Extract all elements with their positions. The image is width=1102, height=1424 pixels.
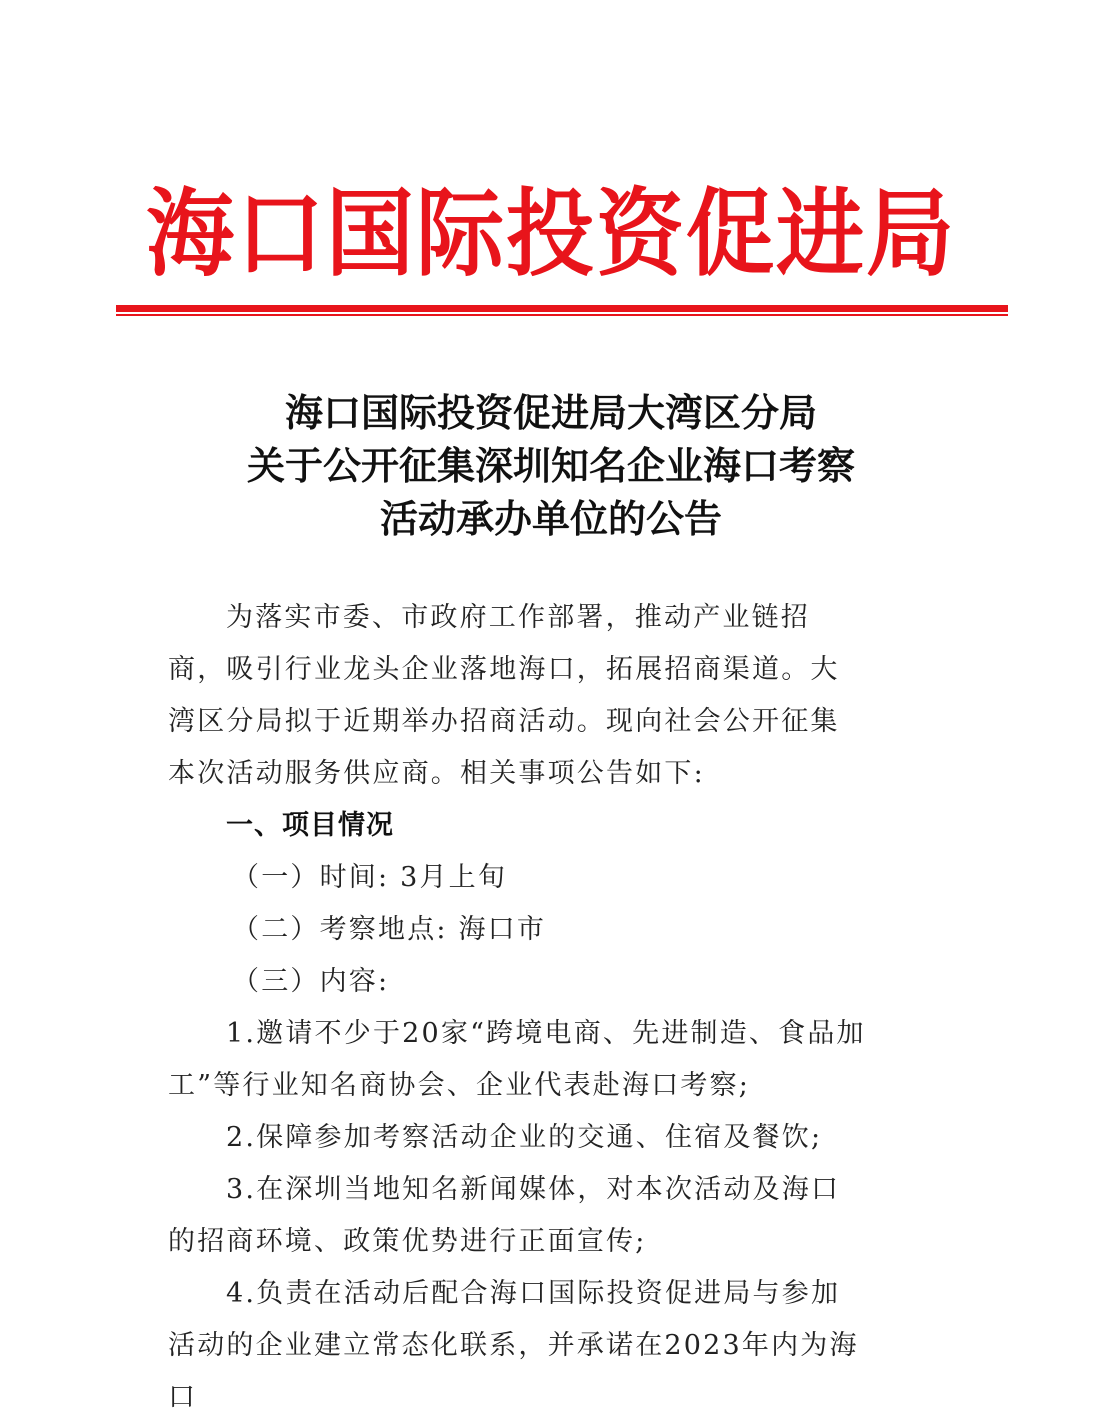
content-item-3: 3.在深圳当地知名新闻媒体，对本次活动及海口的招商环境、政策优势进行正面宣传; xyxy=(168,1174,841,1257)
title-line-3: 活动承办单位的公告 xyxy=(379,496,722,541)
title-line-1: 海口国际投资促进局大湾区分局 xyxy=(284,390,817,435)
item-content: （三）内容: xyxy=(232,966,390,997)
red-divider-thin xyxy=(116,314,1008,316)
section-heading: 一、项目情况 xyxy=(226,810,394,841)
masthead-title: 海口国际投资促进局 xyxy=(145,176,956,290)
document-title xyxy=(0,386,1102,545)
item-location: （二）考察地点: 海口市 xyxy=(232,914,547,945)
title-line-2: 关于公开征集深圳知名企业海口考察 xyxy=(246,443,855,488)
document-body xyxy=(168,592,868,1424)
content-item-1: 1.邀请不少于20家“跨境电商、先进制造、食品加工”等行业知名商协会、企业代表赴海口考察; xyxy=(168,1018,866,1101)
content-item-2: 2.保障参加考察活动企业的交通、住宿及餐饮; xyxy=(226,1122,823,1153)
content-item-4: 4.负责在活动后配合海口国际投资促进局与参加活动的企业建立常态化联系，并承诺在2023年内为海口 xyxy=(168,1278,859,1413)
red-divider-thick xyxy=(116,305,1008,312)
item-time: （一）时间: 3月上旬 xyxy=(232,862,508,893)
intro-paragraph: 为落实市委、市政府工作部署，推动产业链招商，吸引行业龙头企业落地海口，拓展招商渠道。大湾区分局拟于近期举办招商活动。现向社会公开征集本次活动服务供应商。相关事项公告如下: xyxy=(168,602,840,789)
